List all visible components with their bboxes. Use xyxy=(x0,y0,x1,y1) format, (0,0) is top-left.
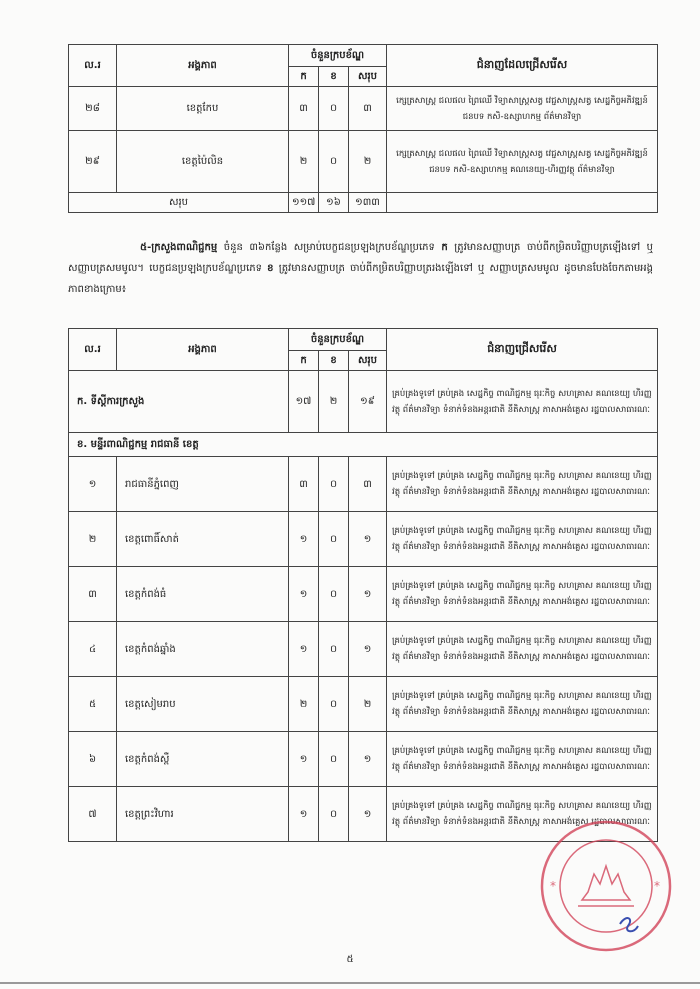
commerce-table xyxy=(68,328,658,842)
table-row xyxy=(69,131,658,193)
row-total: ២ xyxy=(349,677,387,732)
row-b: ០ xyxy=(319,622,349,677)
row-skills: គ្រប់គ្រងទូទៅ គ្រប់គ្រង សេដ្ឋកិច្ច ពាណិជ្ជកម្ម ធុរៈកិច្ច សហគ្រាស គណនេយ្យ ហិរញ្ញវត្ថុ ព័ត៌មានវិទ្យា ទំនាក់ទំនងអន្តរជាតិ នីតិសាស្ត្រ ភាសាអង់គ្លេស រដ្ឋបាលសាធារណៈ xyxy=(387,622,658,677)
stamp-inner-ring xyxy=(560,840,652,932)
row-skills: ក្សេត្រសាស្ត្រ ជលផល ព្រៃឈើ វិទ្យាសាស្ត្រសត្វ វេជ្ជសាស្ត្រសត្វ សេដ្ឋកិច្ចអភិវឌ្ឍន៍ជនបទ កសិ-ឧស្សាហកម្ម ព័ត៌មានវិទ្យា xyxy=(387,87,658,131)
total-skills-empty xyxy=(387,193,658,213)
section-a-b: ២ xyxy=(319,371,349,433)
section-b-label: ខ. មន្ទីរពាណិជ្ជកម្ម រាជធានី ខេត្ត xyxy=(69,433,658,457)
row-entity: ខេត្តប៉ៃលិន xyxy=(117,131,289,193)
page-number: ៥ xyxy=(346,954,354,965)
official-stamp xyxy=(538,818,674,954)
section-a-total: ១៩ xyxy=(349,371,387,433)
universities-table xyxy=(68,44,658,213)
table-row xyxy=(69,677,658,732)
row-a: ៣ xyxy=(289,87,319,131)
table-row xyxy=(69,622,658,677)
row-a: ២ xyxy=(289,677,319,732)
header-count: ចំនួនក្របខ័ណ្ឌ xyxy=(289,45,387,67)
header-col-a: ក xyxy=(289,351,319,371)
row-entity: ខេត្តសៀមរាប xyxy=(117,677,289,732)
row-total: ១ xyxy=(349,732,387,787)
row-no: ៦ xyxy=(69,732,117,787)
row-a: ១ xyxy=(289,732,319,787)
row-total: ១ xyxy=(349,622,387,677)
row-a: ១ xyxy=(289,787,319,842)
row-no: ៤ xyxy=(69,622,117,677)
row-no: ៣ xyxy=(69,567,117,622)
row-total: ១ xyxy=(349,787,387,842)
row-entity: រាជធានីភ្នំពេញ xyxy=(117,457,289,512)
row-total: ៣ xyxy=(349,457,387,512)
row-entity: ខេត្តកំពង់ឆ្នាំង xyxy=(117,622,289,677)
table-row xyxy=(69,732,658,787)
row-b: ០ xyxy=(319,457,349,512)
row-skills: គ្រប់គ្រងទូទៅ គ្រប់គ្រង សេដ្ឋកិច្ច ពាណិជ្ជកម្ម ធុរៈកិច្ច សហគ្រាស គណនេយ្យ ហិរញ្ញវត្ថុ ព័ត៌មានវិទ្យា ទំនាក់ទំនងអន្តរជាតិ នីតិសាស្ត្រ ភាសាអង់គ្លេស រដ្ឋបាលសាធារណៈ xyxy=(387,457,658,512)
row-total: ១ xyxy=(349,512,387,567)
header-count: ចំនួនក្របខ័ណ្ឌ xyxy=(289,329,387,351)
row-a: ៣ xyxy=(289,457,319,512)
table-row xyxy=(69,512,658,567)
row-a: ១ xyxy=(289,512,319,567)
row-entity: ខេត្តពោធិ៍សាត់ xyxy=(117,512,289,567)
section-b-row xyxy=(69,433,658,457)
header-col-a: ក xyxy=(289,67,319,87)
row-a: ២ xyxy=(289,131,319,193)
row-total: ៣ xyxy=(349,87,387,131)
header-skills: ជំនាញជ្រើសរើស xyxy=(387,329,658,371)
table-row xyxy=(69,457,658,512)
row-b: ០ xyxy=(319,512,349,567)
table-row xyxy=(69,567,658,622)
row-total: ២ xyxy=(349,131,387,193)
row-b: ០ xyxy=(319,131,349,193)
row-skills: គ្រប់គ្រងទូទៅ គ្រប់គ្រង សេដ្ឋកិច្ច ពាណិជ្ជកម្ម ធុរៈកិច្ច សហគ្រាស គណនេយ្យ ហិរញ្ញវត្ថុ ព័ត៌មានវិទ្យា ទំនាក់ទំនងអន្តរជាតិ នីតិសាស្ត្រ ភាសាអង់គ្លេស រដ្ឋបាលសាធារណៈ xyxy=(387,567,658,622)
row-b: ០ xyxy=(319,787,349,842)
row-no: ១ xyxy=(69,457,117,512)
header-col-total: សរុប xyxy=(349,67,387,87)
row-skills: គ្រប់គ្រងទូទៅ គ្រប់គ្រង សេដ្ឋកិច្ច ពាណិជ្ជកម្ម ធុរៈកិច្ច សហគ្រាស គណនេយ្យ ហិរញ្ញវត្ថុ ព័ត៌មានវិទ្យា ទំនាក់ទំនងអន្តរជាតិ នីតិសាស្ត្រ ភាសាអង់គ្លេស រដ្ឋបាលសាធារណៈ xyxy=(387,677,658,732)
total-a: ១១៧ xyxy=(289,193,319,213)
section-a-a: ១៧ xyxy=(289,371,319,433)
section-a-label: ក. ទីស្តីការក្រសួង xyxy=(69,371,289,433)
row-b: ០ xyxy=(319,732,349,787)
category-a: ក xyxy=(441,242,448,253)
row-entity: ខេត្តកំពង់ធំ xyxy=(117,567,289,622)
row-skills: គ្រប់គ្រងទូទៅ គ្រប់គ្រង សេដ្ឋកិច្ច ពាណិជ្ជកម្ម ធុរៈកិច្ច សហគ្រាស គណនេយ្យ ហិរញ្ញវត្ថុ ព័ត៌មានវិទ្យា ទំនាក់ទំនងអន្តរជាតិ នីតិសាស្ត្រ ភាសាអង់គ្លេស រដ្ឋបាលសាធារណៈ xyxy=(387,732,658,787)
header-col-total: សរុប xyxy=(349,351,387,371)
row-no: ២ xyxy=(69,512,117,567)
header-col-b: ខ xyxy=(319,67,349,87)
header-col-b: ខ xyxy=(319,351,349,371)
paragraph-text-2: ត្រូវមានសញ្ញាបត្រ ចាប់ពីកម្រិតបរិញ្ញាបត្រឡើងទៅ ឬ សញ្ញាបត្រសមមូល។ បេក្ខជនប្រឡងក្របខ័ណ្ឌប្រភេទ xyxy=(68,242,653,274)
header-no: ល.រ xyxy=(69,329,117,371)
stamp-star-right: * xyxy=(654,879,660,893)
paragraph-text-1: ចំនួន ៣៦កន្លែង សម្រាប់បេក្ខជនប្រឡងក្របខ័ណ្ឌប្រភេទ xyxy=(217,242,442,253)
row-b: ០ xyxy=(319,567,349,622)
row-a: ១ xyxy=(289,622,319,677)
row-b: ០ xyxy=(319,677,349,732)
section-a-skills: គ្រប់គ្រងទូទៅ គ្រប់គ្រង សេដ្ឋកិច្ច ពាណិជ្ជកម្ម ធុរៈកិច្ច សហគ្រាស គណនេយ្យ ហិរញ្ញវត្ថុ ព័ត៌មានវិទ្យា ទំនាក់ទំនងអន្តរជាតិ នីតិសាស្ត្រ ភាសាអង់គ្លេស រដ្ឋបាលសាធារណៈ xyxy=(387,371,658,433)
row-a: ១ xyxy=(289,567,319,622)
section-a-row xyxy=(69,371,658,433)
ministry-paragraph xyxy=(68,237,653,300)
header-entity: អង្គភាព xyxy=(117,329,289,371)
page-bottom-edge xyxy=(0,982,700,984)
stamp-temple-emblem xyxy=(582,866,630,900)
row-b: ០ xyxy=(319,87,349,131)
ministry-heading: ៥-ក្រសួងពាណិជ្ជកម្ម xyxy=(140,242,218,253)
paragraph-text-3: ត្រូវមានសញ្ញាបត្រ ចាប់ពីកម្រិតបរិញ្ញាបត្ររងឡើងទៅ ឬ សញ្ញាបត្រសមមូល ដូចមានបែងចែកតាមអង្គភាពខាងក្រោម៖ xyxy=(68,263,654,295)
total-total: ១៣៣ xyxy=(349,193,387,213)
row-no: ៥ xyxy=(69,677,117,732)
row-skills: គ្រប់គ្រងទូទៅ គ្រប់គ្រង សេដ្ឋកិច្ច ពាណិជ្ជកម្ម ធុរៈកិច្ច សហគ្រាស គណនេយ្យ ហិរញ្ញវត្ថុ ព័ត៌មានវិទ្យា ទំនាក់ទំនងអន្តរជាតិ នីតិសាស្ត្រ ភាសាអង់គ្លេស រដ្ឋបាលសាធារណៈ xyxy=(387,512,658,567)
table-row xyxy=(69,87,658,131)
total-row xyxy=(69,193,658,213)
total-label: សរុប xyxy=(69,193,289,213)
header-no: ល.រ xyxy=(69,45,117,87)
row-entity: ខេត្តព្រះវិហារ xyxy=(117,787,289,842)
header-entity: អង្គភាព xyxy=(117,45,289,87)
row-total: ១ xyxy=(349,567,387,622)
header-skills: ជំនាញដែលជ្រើសរើស xyxy=(387,45,658,87)
stamp-outer-ring xyxy=(542,822,670,950)
total-b: ១៦ xyxy=(319,193,349,213)
row-skills: ក្សេត្រសាស្ត្រ ជលផល ព្រៃឈើ វិទ្យាសាស្ត្រសត្វ វេជ្ជសាស្ត្រសត្វ សេដ្ឋកិច្ចអភិវឌ្ឍន៍ជនបទ កសិ-ឧស្សាហកម្ម គណនេយ្យ-ហិរញ្ញវត្ថុ ព័ត៌មានវិទ្យា xyxy=(387,131,658,193)
stamp-star-left: * xyxy=(550,879,556,893)
row-entity: ខេត្តកែប xyxy=(117,87,289,131)
row-no: ៧ xyxy=(69,787,117,842)
row-entity: ខេត្តកំពង់ស្ពឺ xyxy=(117,732,289,787)
row-no: ២៨ xyxy=(69,87,117,131)
row-skills: គ្រប់គ្រងទូទៅ គ្រប់គ្រង សេដ្ឋកិច្ច ពាណិជ្ជកម្ម ធុរៈកិច្ច សហគ្រាស គណនេយ្យ ហិរញ្ញវត្ថុ ព័ត៌មានវិទ្យា ទំនាក់ទំនងអន្តរជាតិ នីតិសាស្ត្រ ភាសាអង់គ្លេស រដ្ឋបាលសាធារណៈ xyxy=(387,787,658,842)
row-no: ២៩ xyxy=(69,131,117,193)
category-b: ខ xyxy=(267,263,274,274)
